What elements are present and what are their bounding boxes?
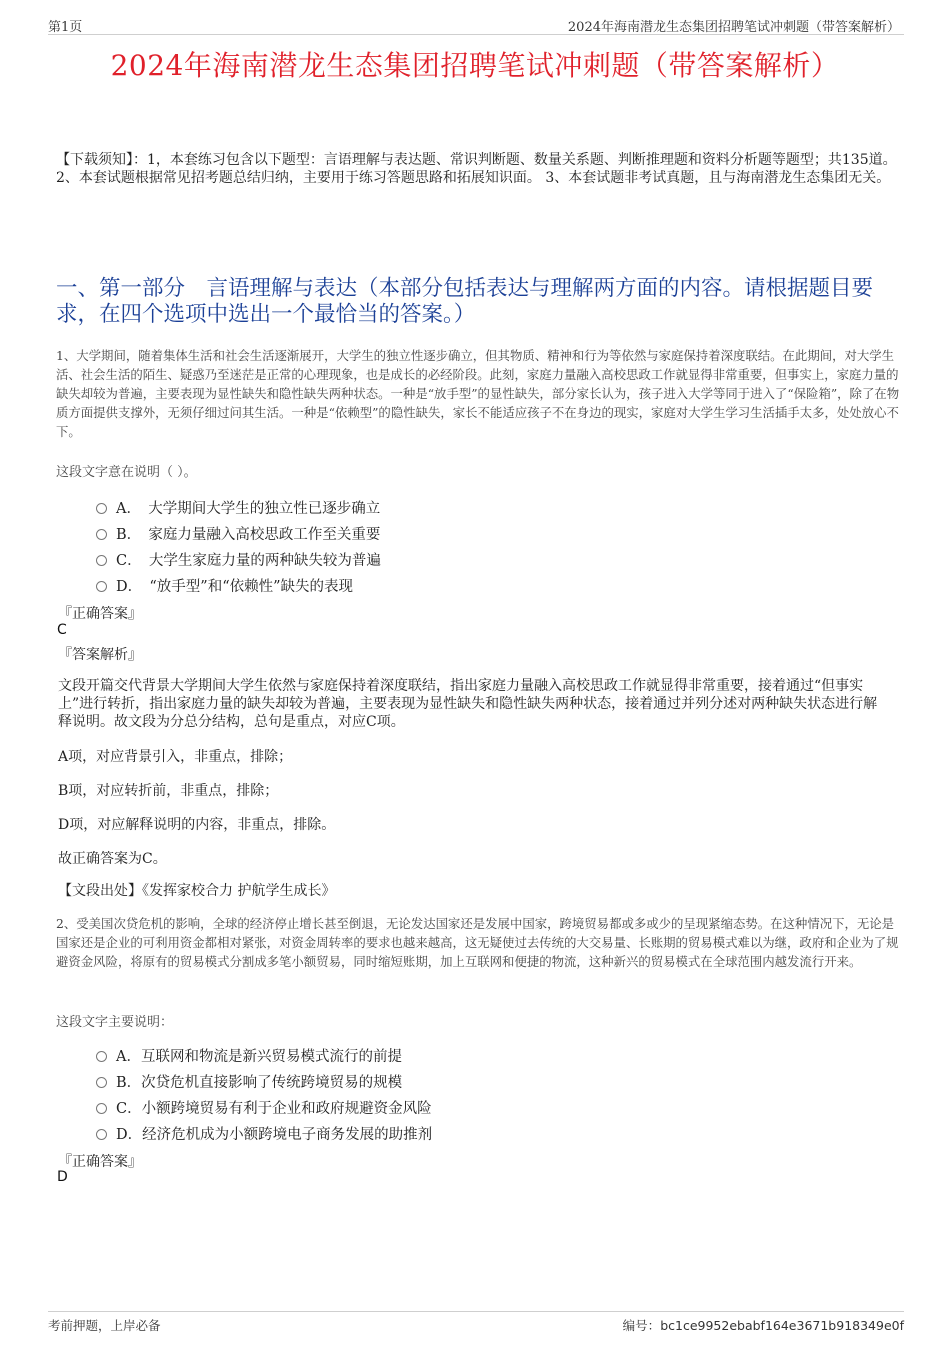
- question-2-option-c[interactable]: C．小额跨境贸易有利于企业和政府规避资金风险: [96, 1097, 432, 1118]
- footer-slogan: 考前押题，上岸必备: [48, 1318, 161, 1333]
- question-1-option-b[interactable]: B． 家庭力量融入高校思政工作至关重要: [96, 523, 380, 544]
- radio-icon[interactable]: [96, 503, 107, 514]
- question-1-analysis-line: A项，对应背景引入，非重点，排除；: [58, 749, 293, 765]
- question-2-option-b[interactable]: B．次贷危机直接影响了传统跨境贸易的规模: [96, 1071, 402, 1092]
- radio-icon[interactable]: [96, 555, 107, 566]
- question-1-analysis-line: B项，对应转折前，非重点，排除；: [58, 783, 279, 799]
- document-title: 2024年海南潜龙生态集团招聘笔试冲刺题（带答案解析）: [110, 49, 840, 82]
- question-2-answer: D: [57, 1169, 68, 1185]
- question-1-option-d[interactable]: D． “放手型”和“依赖性”缺失的表现: [96, 575, 353, 596]
- question-1-option-c[interactable]: C． 大学生家庭力量的两种缺失较为普遍: [96, 549, 381, 570]
- question-1-option-a[interactable]: A． 大学期间大学生的独立性已逐步确立: [96, 497, 380, 518]
- question-1-prompt: 这段文字意在说明（ ）。: [56, 465, 197, 480]
- page-number: 第1页: [48, 20, 83, 35]
- radio-icon[interactable]: [96, 1077, 107, 1088]
- section-heading: 一、第一部分 言语理解与表达（本部分包括表达与理解两方面的内容。请根据题目要求，在四个选项中选出一个最恰当的答案。）: [56, 276, 874, 327]
- question-1-answer: C: [57, 622, 67, 638]
- download-notice: 【下载须知】：1，本套练习包含以下题型：言语理解与表达题、常识判断题、数量关系题、判断推理题和资料分析题等题型；共135道。 2、本套试题根据常见招考题总结归纳，主要用于练习答题思路和拓展知识面。 3、本套试题非考试真题，且与海南潜龙生态集团无关。: [56, 152, 897, 186]
- question-2-answer-label: 『正确答案』: [58, 1154, 142, 1170]
- question-1-source: 【文段出处】《发挥家校合力 护航学生成长》: [58, 883, 336, 899]
- page-header: [48, 14, 904, 35]
- question-1-analysis: 文段开篇交代背景大学期间大学生依然与家庭保持着深度联结，指出家庭力量融入高校思政工作就显得非常重要，接着通过“但事实上”进行转折，指出家庭力量的缺失却较为普遍，主要表现为显性缺失和隐性缺失两种状态，接着通过并列分述对两种缺失状态进行解释说明。故文段为分总分结构，总句是重点，对应C项。: [58, 678, 878, 730]
- radio-icon[interactable]: [96, 1129, 107, 1140]
- question-1-passage: 1、大学期间，随着集体生活和社会生活逐渐展开，大学生的独立性逐步确立，但其物质、精神和行为等依然与家庭保持着深度联结。在此期间，对大学生活、社会生活的陌生、疑惑乃至迷茫是正常的心理现象，也是成长的必经阶段。此刻，家庭力量融入高校思政工作就显得非常重要，但事实上，家庭力量的缺失却较为普遍，主要表现为显性缺失和隐性缺失两种状态。一种是“放手型”的显性缺失，部分家长认为，孩子进入大学等同于进入了“保险箱”，除了在物质方面提供支撑外，无须仔细过问其生活。一种是“依赖型”的隐性缺失，家长不能适应孩子不在身边的现实，家庭对大学生学习生活插手太多，处处放心不下。: [56, 348, 900, 439]
- page-footer: [48, 1311, 904, 1342]
- question-1-analysis-label: 『答案解析』: [58, 647, 142, 663]
- question-1-answer-label: 『正确答案』: [58, 606, 142, 622]
- radio-icon[interactable]: [96, 1051, 107, 1062]
- radio-icon[interactable]: [96, 1103, 107, 1114]
- header-doc-title: 2024年海南潜龙生态集团招聘笔试冲刺题（带答案解析）: [567, 20, 900, 35]
- radio-icon[interactable]: [96, 529, 107, 540]
- question-2-passage: 2、受美国次贷危机的影响，全球的经济停止增长甚至倒退，无论发达国家还是发展中国家，跨境贸易都或多或少的呈现紧缩态势。在这种情况下，无论是国家还是企业的可利用资金都相对紧张，对资金周转率的要求也越来越高，这无疑使过去传统的大交易量、长账期的贸易模式难以为继，政府和企业为了规避资金风险，将原有的贸易模式分割成多笔小额贸易，同时缩短账期，加上互联网和便捷的物流，这种新兴的贸易模式在全球范围内越发流行开来。: [56, 916, 899, 969]
- question-2-option-d[interactable]: D．经济危机成为小额跨境电子商务发展的助推剂: [96, 1123, 432, 1144]
- question-1-analysis-line: D项，对应解释说明的内容，非重点，排除。: [58, 817, 336, 833]
- footer-code: [623, 1316, 904, 1334]
- question-2-option-a[interactable]: A．互联网和物流是新兴贸易模式流行的前提: [96, 1045, 402, 1066]
- footer-code-label: 编号：: [622, 1318, 661, 1333]
- question-1-conclusion: 故正确答案为C。: [58, 851, 167, 867]
- question-2-prompt: 这段文字主要说明：: [56, 1015, 174, 1030]
- footer-code-value: bc1ce9952ebabf164e3671b918349e0f: [660, 1318, 904, 1333]
- radio-icon[interactable]: [96, 581, 107, 592]
